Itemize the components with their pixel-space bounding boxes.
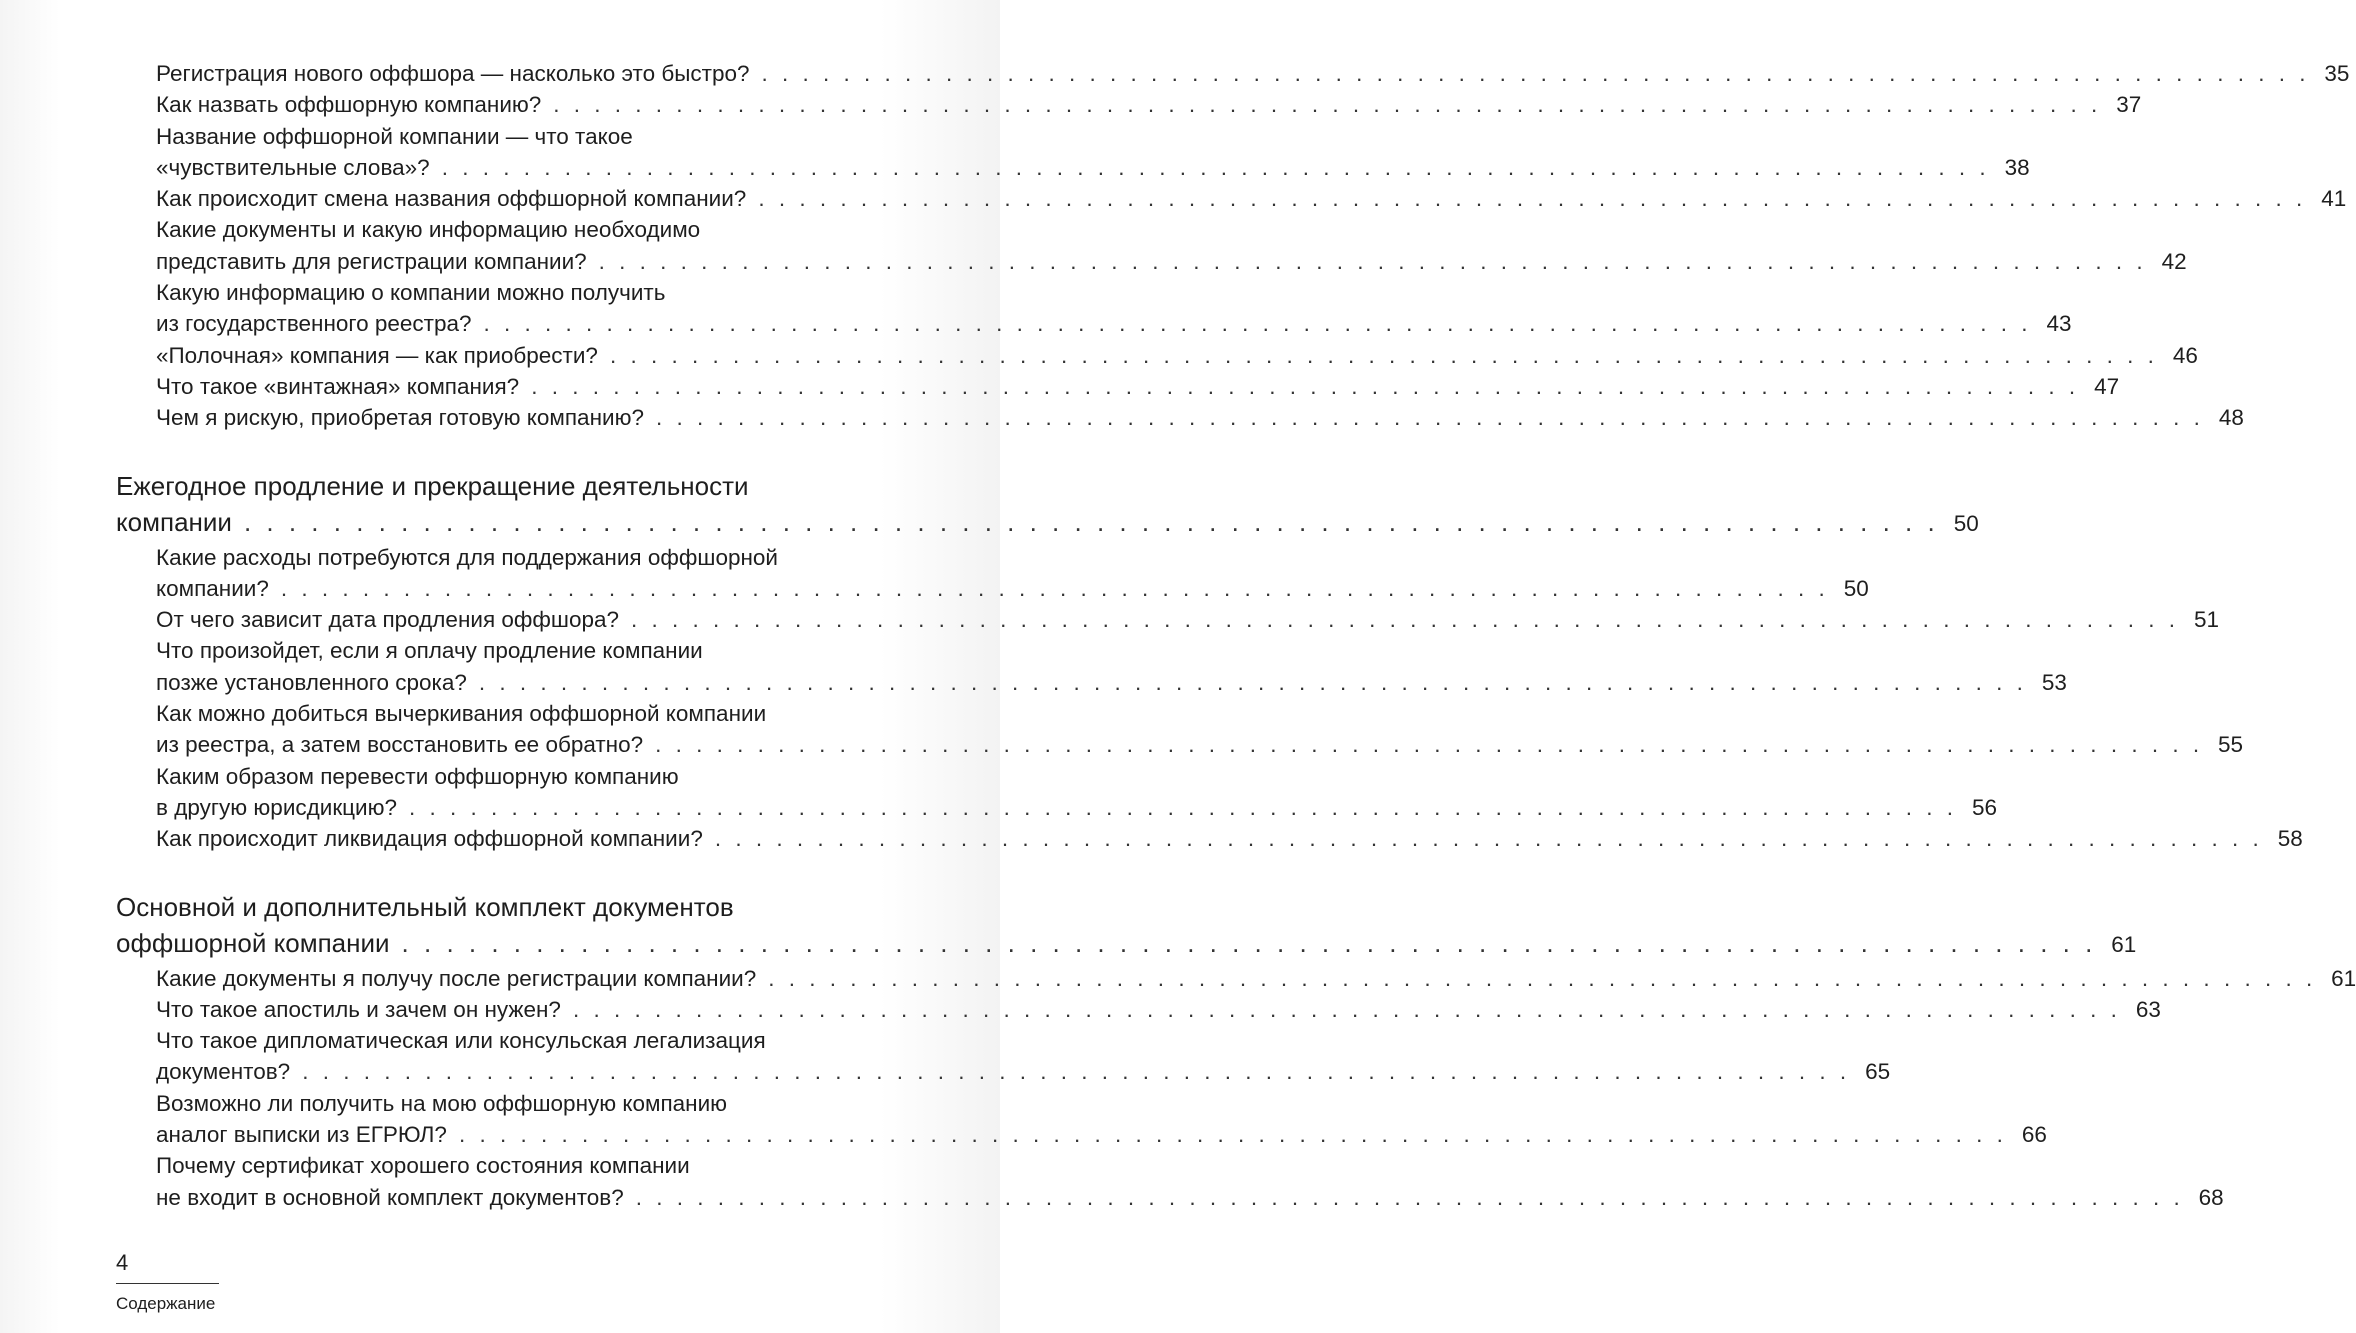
toc-entry-text: Название оффшорной компании — что такое (156, 123, 633, 149)
toc-page-number: 43 (2046, 311, 2072, 337)
dot-leader: . . . . . . . . . . . . . . . . . . . . . . . . . . . . . . . . . . . . . . . . . . . . . . . . . . . . . . . . . . . . . . . . . . . . . . . . . . . . (655, 405, 2204, 431)
toc-page-number: 38 (2004, 154, 2030, 180)
toc-entry-text: Как можно добиться вычеркивания оффшорной компании (156, 701, 767, 727)
page-number: 4 (116, 1250, 129, 1275)
toc-entry-text: Что такое «винтажная» компания? (156, 373, 520, 399)
toc-entry-text: Ежегодное продление и прекращение деятельности (116, 470, 749, 501)
toc-page-number: 41 (2321, 186, 2347, 212)
toc-entry-text: оффшорной компании (116, 927, 390, 958)
toc-entry-row (156, 1182, 2224, 1213)
toc-entry (116, 823, 2303, 854)
toc-entry-row (156, 340, 2198, 371)
toc-page-number: 50 (1953, 510, 1979, 536)
toc-entry-text: Какие документы я получу после регистрации компании? (156, 965, 757, 991)
toc-entry-row (156, 994, 2161, 1025)
toc-entry-row (116, 925, 2137, 963)
dot-leader: . . . . . . . . . . . . . . . . . . . . . . . . . . . . . . . . . . . . . . . . . . . . . . . . . . . . . . . . . . . . . . . . . . . . . . . . . . . . (768, 965, 2317, 991)
toc-entry (116, 121, 2030, 184)
toc-entry (116, 402, 2244, 433)
dot-leader: . . . . . . . . . . . . . . . . . . . . . . . . . . . . . . . . . . . . . . . . . . . . . . . . . . . . . . . . . . . . . . . . . . . . . . . . . . . . (631, 607, 2179, 633)
toc-entry (116, 89, 2142, 120)
toc-entry-text: Какие документы и какую информацию необходимо (156, 217, 701, 243)
toc-section-heading (116, 889, 2137, 963)
toc-entry (116, 58, 2350, 89)
dot-leader: . . . . . . . . . . . . . . . . . . . . . . . . . . . . . . . . . . . . . . . . . . . . . . . . . . . . . . . . . . . . . . . . . . . . . . . . . . . . (401, 927, 2097, 958)
toc-entry-text: Как происходит ликвидация оффшорной компании? (156, 826, 703, 852)
dot-leader: . . . . . . . . . . . . . . . . . . . . . . . . . . . . . . . . . . . . . . . . . . . . . . . . . . . . . . . . . . . . . . . . . . . . . . . . . . . . (635, 1184, 2184, 1210)
dot-leader: . . . . . . . . . . . . . . . . . . . . . . . . . . . . . . . . . . . . . . . . . . . . . . . . . . . . . . . . . . . . . . . . . . . . . . . . . . . . (458, 1122, 2007, 1148)
toc-entry-row (156, 308, 2072, 339)
toc-entry-text: Какую информацию о компании можно получить (156, 280, 666, 306)
toc-page-number: 53 (2041, 669, 2067, 695)
toc-page-number: 50 (1843, 575, 1869, 601)
toc-entry-row (116, 504, 1979, 542)
toc-entry-text: Что произойдет, если я оплачу продление компании (156, 638, 703, 664)
dot-leader: . . . . . . . . . . . . . . . . . . . . . . . . . . . . . . . . . . . . . . . . . . . . . . . . . . . . . . . . . . . . . . . . . . . . . . . . . . . . (478, 669, 2027, 695)
dot-leader: . . . . . . . . . . . . . . . . . . . . . . . . . . . . . . . . . . . . . . . . . . . . . . . . . . . . . . . . . . . . . . . . . . . . . . . . . . . . (714, 826, 2263, 852)
dot-leader: . . . . . . . . . . . . . . . . . . . . . . . . . . . . . . . . . . . . . . . . . . . . . . . . . . . . . . . . . . . . . . . . . . . . . . . . . . . . (302, 1059, 1851, 1085)
toc-page-number: 56 (1971, 794, 1997, 820)
dot-leader: . . . . . . . . . . . . . . . . . . . . . . . . . . . . . . . . . . . . . . . . . . . . . . . . . . . . . . . . . . . . . . . . . . . . . . . . . . . . (409, 794, 1957, 820)
toc-entry-text: из реестра, а затем восстановить ее обратно? (156, 732, 644, 758)
running-title: Содержание (116, 1294, 216, 1313)
toc-page-number: 55 (2218, 732, 2244, 758)
toc-entry (116, 277, 2072, 340)
dot-leader: . . . . . . . . . . . . . . . . . . . . . . . . . . . . . . . . . . . . . . . . . . . . . . . . . . . . . . . . . . . . . . . . . . . . . . . . . . . . (243, 506, 1939, 537)
toc-page-number: 35 (2324, 61, 2350, 86)
dot-leader: . . . . . . . . . . . . . . . . . . . . . . . . . . . . . . . . . . . . . . . . . . . . . . . . . . . . . . . . . . . . . . . . . . . . . . . . . . . . (483, 311, 2032, 337)
toc-page-number: 68 (2198, 1184, 2224, 1210)
toc-entry (116, 698, 2244, 761)
toc-page-number: 37 (2116, 92, 2142, 118)
footer-divider (116, 1283, 219, 1284)
toc-entry-text: представить для регистрации компании? (156, 248, 587, 274)
toc-entry-text: «Полочная» компания — как приобрести? (156, 342, 598, 368)
toc-entry-row (156, 1056, 1891, 1087)
dot-leader: . . . . . . . . . . . . . . . . . . . . . . . . . . . . . . . . . . . . . . . . . . . . . . . . . . . . . . . . . . . . . . . . . . . . . . . . . . . . (572, 996, 2121, 1022)
toc-entry (116, 1025, 1891, 1088)
toc-entry-text: Основной и дополнительный комплект документов (116, 891, 734, 922)
toc-entry-text: Какие расходы потребуются для поддержания оффшорной (156, 544, 778, 570)
dot-leader: . . . . . . . . . . . . . . . . . . . . . . . . . . . . . . . . . . . . . . . . . . . . . . . . . . . . . . . . . . . . . . . . . . . . . . . . . . . . (280, 575, 1829, 601)
toc-entry (116, 635, 2067, 698)
toc-page-number: 61 (2331, 965, 2356, 991)
toc-page-number: 51 (2193, 607, 2219, 633)
toc-entry-text: позже установленного срока? (156, 669, 467, 695)
toc-entry-text: Возможно ли получить на мою оффшорную компанию (156, 1090, 728, 1116)
toc-entry (116, 1150, 2224, 1213)
toc-page-number: 42 (2161, 248, 2187, 274)
toc-entry-row (156, 823, 2303, 854)
toc-section-document-set (116, 889, 2137, 963)
toc-entry-row (156, 89, 2142, 120)
toc-entry-text: в другую юрисдикцию? (156, 794, 398, 820)
toc-entry-text: «чувствительные слова»? (156, 154, 430, 180)
toc-entry-text: документов? (156, 1059, 291, 1085)
toc-entry-row (156, 963, 2356, 994)
dot-leader: . . . . . . . . . . . . . . . . . . . . . . . . . . . . . . . . . . . . . . . . . . . . . . . . . . . . . . . . . . . . . . . . . . . . . . . . . . . . (609, 342, 2158, 368)
toc-page-number: 65 (1865, 1059, 1891, 1085)
toc-entry-text: аналог выписки из ЕГРЮЛ? (156, 1122, 447, 1148)
toc-page-number: 61 (2111, 931, 2137, 957)
toc-entry-text: не входит в основной комплект документов? (156, 1184, 624, 1210)
toc-entry-text: Регистрация нового оффшора — насколько это быстро? (156, 61, 750, 86)
dot-leader: . . . . . . . . . . . . . . . . . . . . . . . . . . . . . . . . . . . . . . . . . . . . . . . . . . . . . . . . . . . . . . . . . . . . . . . . . . . . (441, 154, 1990, 180)
toc-entry (116, 604, 2219, 635)
dot-leader: . . . . . . . . . . . . . . . . . . . . . . . . . . . . . . . . . . . . . . . . . . . . . . . . . . . . . . . . . . . . . . . . . . . . . . . . . . . . (655, 732, 2204, 758)
toc-entry-text: компании? (156, 575, 269, 601)
toc-entry-text: Почему сертификат хорошего состояния компании (156, 1153, 690, 1179)
toc-entry (116, 542, 1869, 605)
toc-entry (116, 994, 2161, 1025)
toc-page-number: 47 (2094, 373, 2120, 399)
toc-entry (116, 371, 2120, 402)
toc-page-number: 48 (2218, 405, 2244, 431)
toc-entry-row (156, 667, 2067, 698)
dot-leader: . . . . . . . . . . . . . . . . . . . . . . . . . . . . . . . . . . . . . . . . . . . . . . . . . . . . . . . . . . . . . . . . . . . . . . . . . . . . (553, 92, 2102, 118)
table-of-contents (116, 58, 2356, 1213)
toc-entry-text: Как назвать оффшорную компанию? (156, 92, 542, 118)
toc-entry-row (156, 246, 2187, 277)
toc-entry (116, 340, 2198, 371)
toc-entry-row (156, 792, 1997, 823)
toc-entry-text: Что такое апостиль и зачем он нужен? (156, 996, 561, 1022)
toc-entry-row (156, 604, 2219, 635)
toc-entry-text: Каким образом перевести оффшорную компанию (156, 763, 679, 789)
toc-entry (116, 183, 2347, 214)
toc-page-number: 46 (2172, 342, 2198, 368)
toc-section-annual-renewal (116, 468, 1979, 542)
toc-page-number: 63 (2135, 996, 2161, 1022)
toc-entry-row (156, 371, 2120, 402)
toc-entry-row (156, 183, 2347, 214)
dot-leader: . . . . . . . . . . . . . . . . . . . . . . . . . . . . . . . . . . . . . . . . . . . . . . . . . . . . . . . . . . . . . . . . . . . . . . . . . . . . (531, 373, 2080, 399)
toc-group-2 (116, 542, 2303, 855)
toc-entry-text: Что такое дипломатическая или консульская легализация (156, 1028, 766, 1054)
toc-group-3 (116, 963, 2356, 1213)
toc-entry (116, 1088, 2047, 1151)
dot-leader: . . . . . . . . . . . . . . . . . . . . . . . . . . . . . . . . . . . . . . . . . . . . . . . . . . . . . . . . . . . . . . . . . . . . . . . . . . . . (761, 61, 2310, 86)
dot-leader: . . . . . . . . . . . . . . . . . . . . . . . . . . . . . . . . . . . . . . . . . . . . . . . . . . . . . . . . . . . . . . . . . . . . . . . . . . . . (598, 248, 2147, 274)
toc-entry-row (156, 729, 2244, 760)
toc-entry-text: из государственного реестра? (156, 311, 472, 337)
toc-entry (116, 963, 2356, 994)
toc-entry-text: компании (116, 506, 232, 537)
toc-entry-text: Чем я рискую, приобретая готовую компанию? (156, 405, 644, 431)
toc-entry-row (156, 1119, 2047, 1150)
toc-entry-text: Как происходит смена названия оффшорной компании? (156, 186, 747, 212)
toc-entry (116, 761, 1997, 824)
dot-leader: . . . . . . . . . . . . . . . . . . . . . . . . . . . . . . . . . . . . . . . . . . . . . . . . . . . . . . . . . . . . . . . . . . . . . . . . . . . . (758, 186, 2307, 212)
toc-group-1 (116, 58, 2350, 434)
toc-entry-row (156, 402, 2244, 433)
toc-entry (116, 214, 2187, 277)
toc-entry-row (156, 573, 1869, 604)
toc-entry-text: От чего зависит дата продления оффшора? (156, 607, 620, 633)
toc-entry-row (156, 58, 2350, 89)
toc-page-number: 58 (2277, 826, 2303, 852)
toc-entry-row (156, 152, 2030, 183)
toc-page-number: 66 (2021, 1122, 2047, 1148)
toc-section-heading (116, 468, 1979, 542)
